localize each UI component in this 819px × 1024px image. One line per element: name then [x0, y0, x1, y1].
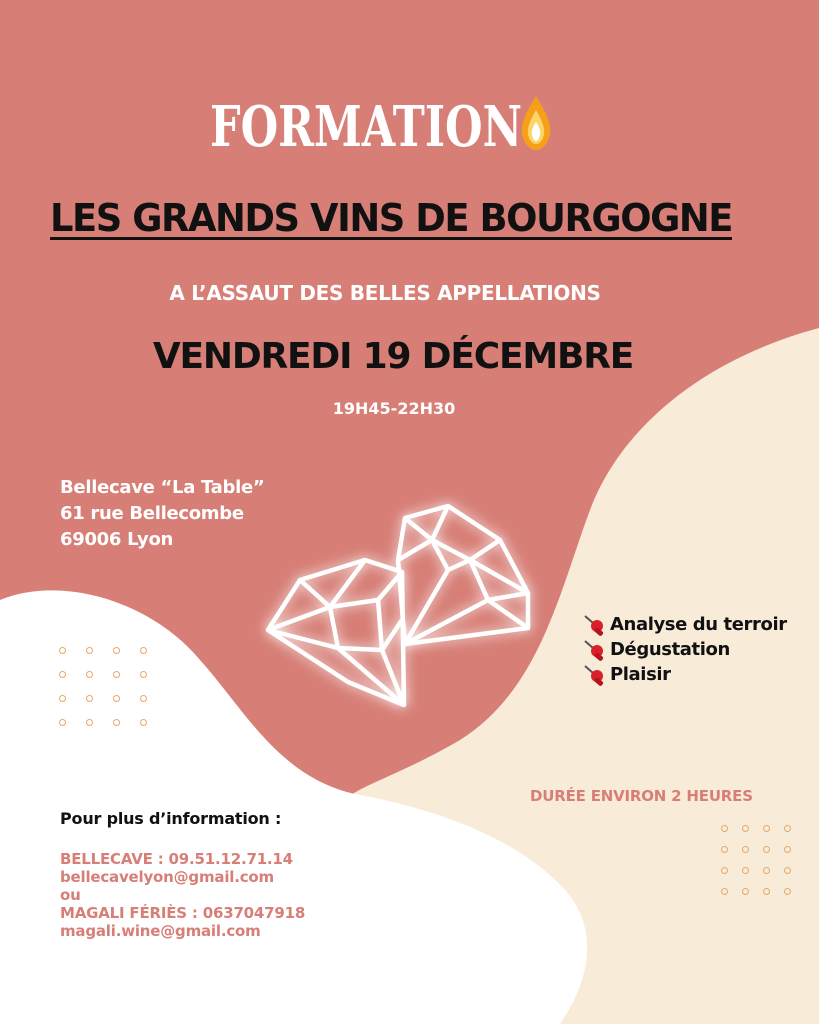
dot	[721, 888, 728, 895]
dot	[113, 671, 120, 678]
dot	[784, 846, 791, 853]
event-heading: LES GRANDS VINS DE BOURGOGNE	[49, 196, 733, 240]
info-title: Pour plus d’information :	[60, 809, 282, 828]
contact-separator: ou	[60, 886, 81, 904]
dot	[86, 719, 93, 726]
dot	[763, 888, 770, 895]
pushpin-icon	[582, 638, 608, 662]
contact-email-bellecave[interactable]: bellecavelyon@gmail.com	[60, 868, 274, 886]
feature-list	[582, 612, 787, 687]
feature-item	[582, 612, 787, 637]
venue-street: 61 rue Bellecombe	[60, 503, 244, 524]
dot	[59, 647, 66, 654]
dot	[140, 647, 147, 654]
dot	[742, 825, 749, 832]
event-duration: DURÉE ENVIRON 2 HEURES	[530, 787, 753, 805]
dot	[59, 671, 66, 678]
dot	[113, 695, 120, 702]
dot-grid-left	[59, 647, 149, 726]
dot	[113, 647, 120, 654]
dot	[140, 671, 147, 678]
pushpin-icon	[582, 663, 608, 687]
title-banner	[0, 88, 819, 168]
contact-block	[60, 850, 305, 940]
contact-phone-bellecave: BELLECAVE : 09.51.12.71.14	[60, 850, 293, 868]
dot	[742, 846, 749, 853]
diamond-icon	[268, 506, 528, 705]
dot	[721, 825, 728, 832]
dot	[86, 647, 93, 654]
dot-grid-right	[721, 825, 793, 895]
dot	[140, 695, 147, 702]
dot	[784, 867, 791, 874]
dot	[59, 695, 66, 702]
feature-label: Dégustation	[610, 639, 730, 660]
dot	[784, 888, 791, 895]
dot	[86, 671, 93, 678]
dot	[763, 846, 770, 853]
contact-phone-magali: MAGALI FÉRIÈS : 0637047918	[60, 904, 306, 922]
event-date: VENDREDI 19 DÉCEMBRE	[152, 336, 634, 377]
contact-email-magali[interactable]: magali.wine@gmail.com	[60, 922, 261, 940]
venue-city: 69006 Lyon	[60, 529, 174, 550]
dot	[140, 719, 147, 726]
dot	[721, 846, 728, 853]
event-time: 19H45-22H30	[332, 399, 456, 418]
dot	[721, 867, 728, 874]
dot	[763, 825, 770, 832]
feature-item	[582, 662, 787, 687]
title-graphic	[210, 88, 610, 154]
pushpin-icon	[582, 613, 608, 637]
dot	[742, 867, 749, 874]
feature-item	[582, 637, 787, 662]
dot	[763, 867, 770, 874]
event-subheading: A L’ASSAUT DES BELLES APPELLATIONS	[169, 281, 601, 305]
venue-address	[60, 475, 264, 553]
feature-label: Plaisir	[610, 664, 671, 685]
dot	[59, 719, 66, 726]
venue-name: Bellecave “La Table”	[60, 477, 265, 498]
flame-drop-icon	[521, 96, 550, 150]
title-text: FORMATION	[209, 94, 522, 154]
feature-label: Analyse du terroir	[610, 614, 787, 635]
dot	[742, 888, 749, 895]
dot	[784, 825, 791, 832]
dot	[86, 695, 93, 702]
dot	[113, 719, 120, 726]
